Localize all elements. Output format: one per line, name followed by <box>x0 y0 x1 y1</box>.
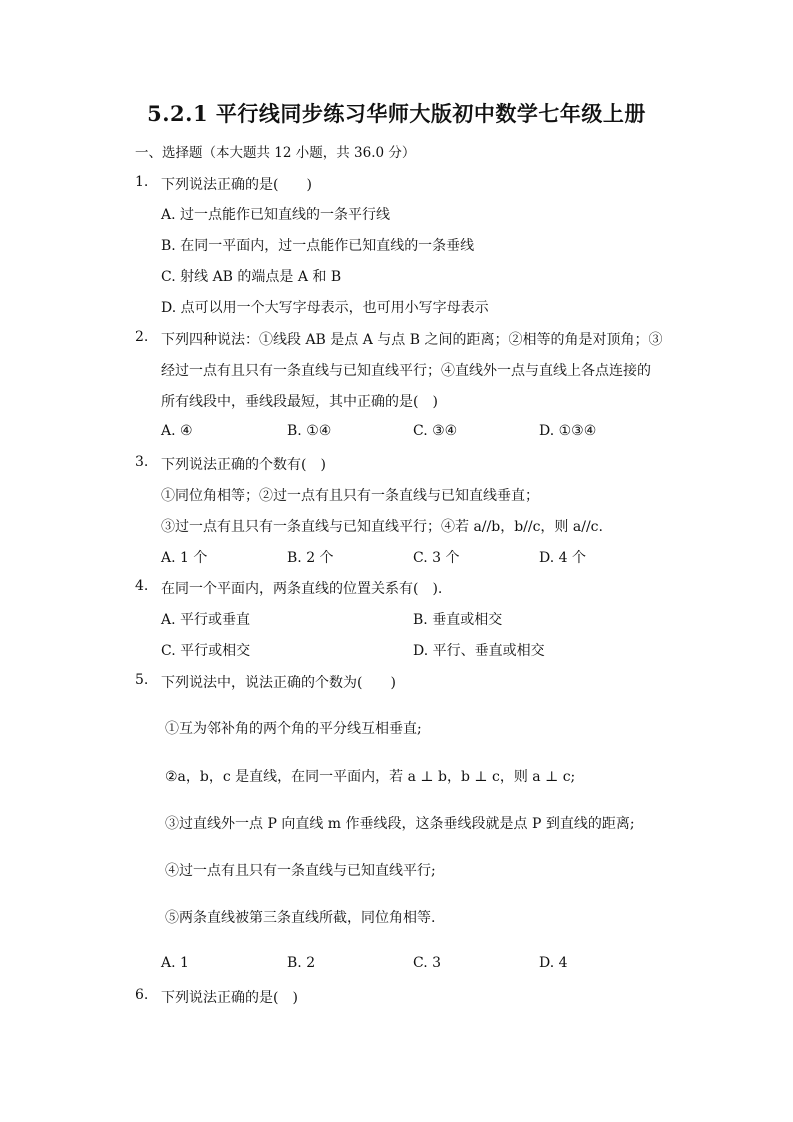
q1-option-c: C. 射线 AB 的端点是 A 和 B <box>161 269 342 285</box>
q3-stem-line-3: ③过一点有且只有一条直线与已知直线平行；④若 a//b，b//c，则 a//c. <box>161 519 603 535</box>
q5-item-2: ②a，b，c 是直线，在同一平面内，若 a ⊥ b，b ⊥ c，则 a ⊥ c; <box>165 769 576 785</box>
question-number: 6. <box>135 987 149 1003</box>
q1-option-a: A. 过一点能作已知直线的一条平行线 <box>161 207 391 223</box>
q4-option-c: C. 平行或相交 <box>161 643 251 659</box>
q2-stem-line-3: 所有线段中，垂线段最短，其中正确的是( ) <box>161 394 438 410</box>
q5-option-c: C. 3 <box>413 955 442 971</box>
q5-item-1: ①互为邻补角的两个角的平分线互相垂直; <box>165 721 422 737</box>
q2-stem-line-1: 下列四种说法：①线段 AB 是点 A 与点 B 之间的距离；②相等的角是对顶角；③ <box>161 332 663 348</box>
q2-option-b: B. ①④ <box>287 423 332 439</box>
q4-option-a: A. 平行或垂直 <box>161 612 251 628</box>
question-number: 4. <box>135 578 149 594</box>
question-number: 5. <box>135 672 149 688</box>
q4-option-d: D. 平行、垂直或相交 <box>413 643 545 659</box>
q2-option-a: A. ④ <box>161 423 193 439</box>
q5-item-4: ④过一点有且只有一条直线与已知直线平行; <box>165 863 436 879</box>
section-heading: 一、选择题（本大题共 12 小题，共 36.0 分） <box>135 145 416 161</box>
q3-stem-line-2: ①同位角相等；②过一点有且只有一条直线与已知直线垂直； <box>161 488 539 504</box>
q3-option-d: D. 4 个 <box>539 550 586 566</box>
q3-stem-line-1: 下列说法正确的个数有( ) <box>161 457 326 473</box>
question-stem: 下列说法中，说法正确的个数为( ) <box>161 675 396 691</box>
question-stem: 在同一个平面内，两条直线的位置关系有( ). <box>161 581 443 597</box>
q2-stem-line-2: 经过一点有且只有一条直线与已知直线平行；④直线外一点与直线上各点连接的 <box>161 363 651 379</box>
q5-item-3: ③过直线外一点 P 向直线 m 作垂线段，这条垂线段就是点 P 到直线的距离; <box>165 816 635 832</box>
q3-option-a: A. 1 个 <box>161 550 208 566</box>
q5-option-d: D. 4 <box>539 955 568 971</box>
document-title: 5.2.1 平行线同步练习华师大版初中数学七年级上册 <box>147 101 646 126</box>
question-number: 1. <box>135 174 149 190</box>
question-stem: 下列说法正确的是( ) <box>161 177 312 193</box>
q3-option-c: C. 3 个 <box>413 550 460 566</box>
question-number: 3. <box>135 454 149 470</box>
q1-option-d: D. 点可以用一个大写字母表示，也可用小写字母表示 <box>161 300 489 316</box>
question-number: 2. <box>135 329 149 345</box>
q1-option-b: B. 在同一平面内，过一点能作已知直线的一条垂线 <box>161 238 475 254</box>
q5-option-a: A. 1 <box>161 955 189 971</box>
q2-option-c: C. ③④ <box>413 423 458 439</box>
q5-option-b: B. 2 <box>287 955 316 971</box>
q5-item-5: ⑤两条直线被第三条直线所截，同位角相等. <box>165 910 436 926</box>
q2-option-d: D. ①③④ <box>539 423 597 439</box>
question-stem: 下列说法正确的是( ) <box>161 990 298 1006</box>
q4-option-b: B. 垂直或相交 <box>413 612 503 628</box>
q3-option-b: B. 2 个 <box>287 550 334 566</box>
